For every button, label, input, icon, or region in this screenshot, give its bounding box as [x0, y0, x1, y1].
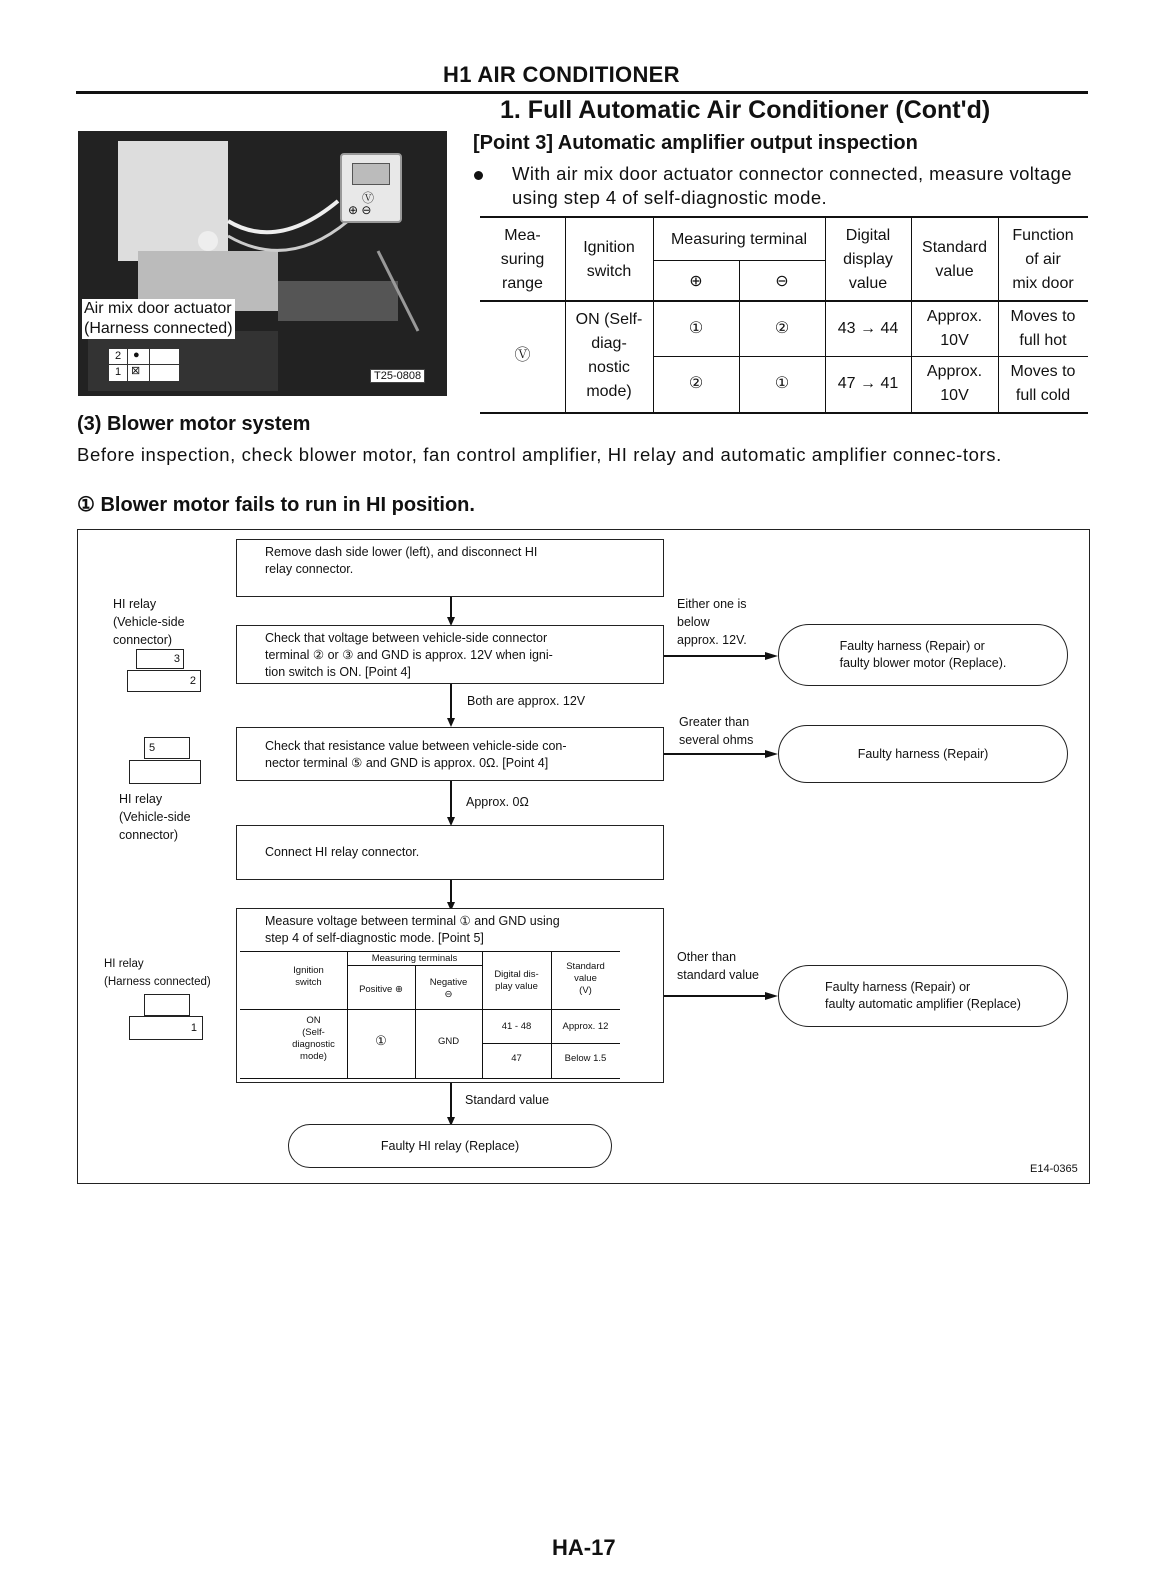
connector3-bottom: [129, 1016, 203, 1040]
photo-pin-x: ⊠: [131, 365, 141, 377]
row2-negative: ①: [774, 375, 790, 392]
flow-branch-line-2: [663, 753, 768, 755]
flow-step-1: Remove dash side lower (left), and disconnect HI relay connector.: [236, 539, 664, 597]
inner-header-terminals: Measuring terminals: [371, 953, 458, 964]
flow-arrow-2: [447, 718, 455, 727]
photo-code: T25-0808: [370, 369, 425, 383]
header-function: Function of air mix door: [1012, 227, 1074, 292]
flow-line-4: [450, 880, 452, 904]
connector3-label: HI relay (Harness connected): [104, 958, 211, 988]
spec-table: [480, 216, 1088, 414]
page-number: HA-17: [552, 1535, 616, 1560]
label-standard-value: Standard value: [465, 1093, 550, 1107]
header-ignition-switch: Ignition switch: [583, 239, 635, 280]
header-positive: ⊕: [689, 273, 703, 290]
voltmeter-symbol: Ⓥ: [362, 191, 375, 205]
connector1-pin-3: 3: [173, 653, 180, 665]
multimeter: [340, 153, 402, 223]
photo-label-line2: (Harness connected): [84, 320, 233, 337]
inner-row1-standard: Approx. 12: [562, 1021, 609, 1032]
row1-standard: Approx. 10V: [926, 308, 983, 349]
multimeter-display: [352, 163, 390, 185]
row1-function: Moves to full hot: [1010, 308, 1076, 349]
flow-step-5: Measure voltage between terminal ① and GND using step 4 of self-diagnostic mode. [Point 5]: [236, 908, 664, 1083]
flow-step-2: Check that voltage between vehicle-side connector terminal ② or ③ and GND is approx. 12V when igni- tion switch is ON. [Point 4]: [236, 625, 664, 684]
outcome-harness-or-amplifier: Faulty harness (Repair) or faulty automatic amplifier (Replace): [778, 965, 1068, 1027]
flow-branch-arrow-1: [765, 652, 778, 660]
bullet-text: With air mix door actuator connector connected, measure voltage using step 4 of self-diagnostic mode.: [512, 163, 1072, 208]
photo-connector-diagram: [108, 348, 180, 382]
figure-code: E14-0365: [1030, 1163, 1078, 1175]
connector3-pin-1: 1: [190, 1022, 197, 1034]
header-rule: [76, 91, 1088, 94]
row1-negative: ②: [774, 320, 790, 337]
row2-standard: Approx. 10V: [926, 363, 983, 404]
connector1-pin-2: 2: [189, 675, 196, 687]
step5-table: [240, 951, 620, 1079]
label-other-standard: Other than standard value: [677, 950, 760, 982]
inner-header-digital: Digital dis- play value: [494, 969, 539, 992]
connector1-top: [136, 649, 184, 669]
photo-pin-2: 2: [115, 350, 122, 362]
flow-line-3: [450, 781, 452, 819]
flow-line-5: [450, 1083, 452, 1119]
inner-negative-value: GND: [437, 1036, 460, 1047]
inner-header-standard: Standard value (V): [566, 961, 605, 996]
header-digital-display: Digital display value: [843, 227, 893, 292]
inner-row2-display: 47: [511, 1053, 522, 1064]
label-below-12v: Either one is below approx. 12V.: [677, 597, 747, 647]
bullet-dot: [474, 171, 483, 180]
chapter-title: 1. Full Automatic Air Conditioner (Cont'd): [500, 96, 991, 124]
connector1-label: HI relay (Vehicle-side connector): [113, 597, 185, 647]
photo-pin-1: 1: [115, 366, 122, 378]
connector1-bottom: [127, 670, 201, 692]
header-negative: ⊖: [775, 273, 789, 290]
actuator-photo: [78, 131, 447, 396]
header-measuring-range: Mea- suring range: [500, 227, 545, 292]
flow-line-2: [450, 684, 452, 720]
inner-row1-display: 41 - 48: [501, 1021, 532, 1032]
inner-positive-value: ①: [375, 1033, 387, 1048]
label-greater-ohms: Greater than several ohms: [679, 715, 754, 747]
inner-header-negative: Negative ⊖: [429, 977, 468, 1000]
connector2-label: HI relay (Vehicle-side connector): [119, 792, 191, 842]
row1-positive: ①: [688, 320, 704, 337]
row2-function: Moves to full cold: [1010, 363, 1076, 404]
header-measuring-terminal: Measuring terminal: [670, 231, 808, 248]
step-heading: ① Blower motor fails to run in HI position.: [77, 494, 475, 516]
range-symbol: Ⓥ: [514, 347, 531, 364]
outcome-hi-relay: Faulty HI relay (Replace): [288, 1124, 612, 1168]
inner-row2-standard: Below 1.5: [564, 1053, 607, 1064]
connector2-pin-5: 5: [149, 742, 156, 754]
connector3-top: [144, 994, 190, 1016]
probe-symbols: ⊕ ⊖: [348, 203, 372, 217]
point-heading: [Point 3] Automatic amplifier output inspection: [473, 132, 918, 154]
row2-positive: ②: [688, 375, 704, 392]
photo-label: [82, 299, 235, 339]
header-standard-value: Standard value: [922, 239, 987, 280]
outcome-harness-or-motor: Faulty harness (Repair) or faulty blower motor (Replace).: [778, 624, 1068, 686]
flow-branch-arrow-2: [765, 750, 778, 758]
inner-header-ignition: Ignition switch: [293, 965, 324, 988]
connector2-top: [144, 737, 190, 759]
label-both-12v: Both are approx. 12V: [467, 694, 586, 708]
inner-state: ON (Self- diagnostic mode): [292, 1015, 335, 1062]
row2-display: 47 → 41: [837, 375, 899, 392]
section-title: H1 AIR CONDITIONER: [443, 62, 680, 87]
photo-pin-dot: ●: [133, 349, 140, 361]
flow-branch-line-1: [663, 655, 768, 657]
flow-branch-arrow-3: [765, 992, 778, 1000]
system-intro: Before inspection, check blower motor, fan control amplifier, HI relay and automatic amplifier connec-tors.: [77, 444, 1002, 465]
flow-line-1: [450, 597, 452, 619]
photo-label-line1: Air mix door actuator: [84, 300, 232, 317]
flow-step-3: Check that resistance value between vehicle-side con- nector terminal ⑤ and GND is approx. 0Ω. [Point 4]: [236, 727, 664, 781]
ignition-state: ON (Self- diag- nostic mode): [575, 311, 643, 400]
connector2-bottom: [129, 760, 201, 784]
flow-branch-line-3: [663, 995, 768, 997]
label-approx-0ohm: Approx. 0Ω: [466, 795, 529, 809]
flow-step-4: Connect HI relay connector.: [236, 825, 664, 880]
outcome-harness: Faulty harness (Repair): [778, 725, 1068, 783]
system-heading: (3) Blower motor system: [77, 413, 311, 435]
inner-header-positive: Positive ⊕: [359, 984, 403, 995]
row1-display: 43 → 44: [837, 320, 899, 337]
